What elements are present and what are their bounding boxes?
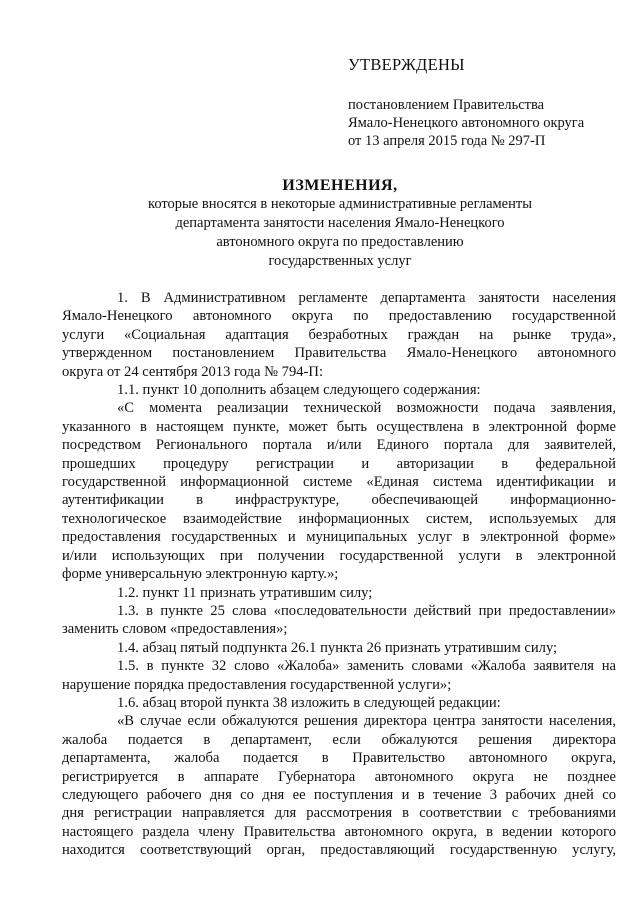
approval-title: УТВЕРЖДЕНЫ: [348, 55, 465, 74]
body-line: посредством Регионального портала и/или Единого портала для заявителей,: [62, 437, 616, 454]
heading-line: которые вносятся в некоторые административные регламенты: [148, 196, 532, 212]
body-line: дня регистрации направляется для рассмотрения в соответствии с требованиями: [62, 805, 616, 822]
body-line: настоящего раздела члену Правительства автономного округа, в ведении которого: [62, 823, 616, 840]
approval-line: постановлением Правительства: [348, 97, 545, 113]
approval-block: [348, 56, 618, 150]
body-line: 1.5. в пункте 32 слово «Жалоба» заменить словами «Жалоба заявителя на: [117, 658, 616, 675]
body-line: округа от 24 сентября 2013 года № 794-П:: [62, 363, 323, 380]
body-line: государственной информационной системе «Единая система идентификации и: [62, 474, 616, 491]
body-line: технологическое взаимодействие информационных систем, используемых для: [62, 510, 616, 527]
body-line: 1. В Административном регламенте департамента занятости населения: [117, 290, 616, 306]
body-line: жалоба подается в департамент, если обжалуются решения директора: [62, 731, 616, 748]
body-line: предоставления государственных и муниципальных услуг в электронной форме»: [62, 529, 616, 546]
body-line: Ямало-Ненецкого автономного округа по предоставлению государственной: [62, 308, 616, 325]
body-line: 1.4. абзац пятый подпункта 26.1 пункта 26 признать утратившим силу;: [117, 639, 558, 656]
heading-line: государственных услуг: [268, 253, 412, 269]
heading-line: автономного округа по предоставлению: [216, 234, 464, 250]
body-line: и/или использующих при получении государственной услуги в электронной: [62, 547, 616, 564]
body-line: 1.2. пункт 11 признать утратившим силу;: [117, 584, 373, 601]
approval-line: от 13 апреля 2015 года № 297-П: [348, 133, 546, 149]
heading-line: департамента занятости населения Ямало-Ненецкого: [175, 215, 505, 231]
heading-title: ИЗМЕНЕНИЯ,: [282, 177, 398, 194]
body-line: утвержденном постановлением Правительства Ямало-Ненецкого автономного: [62, 345, 616, 362]
body-line: форме универсальную электронную карту.»;: [62, 566, 339, 583]
approval-line: Ямало-Ненецкого автономного округа: [348, 115, 585, 131]
body-line: указанного в настоящем пункте, может быть осуществлена в электронной форме: [62, 418, 616, 435]
body-line: «В случае если обжалуются решения директора центра занятости населения,: [117, 713, 616, 730]
body-line: аутентификации в инфраструктуре, обеспечивающей информационно-: [62, 492, 616, 509]
body-line: следующего рабочего дня со дня ее поступления и в течение 3 рабочих дней со: [62, 786, 616, 803]
document-body: [62, 289, 616, 860]
body-line: заменить словом «предоставления»;: [62, 621, 288, 638]
body-line: прошедших процедуру регистрации и авторизации в федеральной: [62, 455, 616, 472]
body-line: департамента, жалоба подается в Правительство автономного округа,: [62, 750, 616, 767]
body-line: 1.3. в пункте 25 слова «последовательности действий при предоставлении»: [117, 602, 616, 619]
body-line: 1.6. абзац второй пункта 38 изложить в следующей редакции:: [117, 694, 501, 711]
body-line: «С момента реализации технической возможности подача заявления,: [117, 400, 616, 417]
body-line: находится соответствующий орган, предоставляющий государственную услугу,: [62, 842, 616, 859]
body-line: нарушение порядка предоставления государственной услуги»;: [62, 676, 452, 693]
body-line: 1.1. пункт 10 дополнить абзацем следующего содержания:: [117, 382, 481, 399]
document-heading: [60, 176, 620, 271]
body-line: услуги «Социальная адаптация безработных граждан на рынке труда»,: [62, 326, 616, 343]
body-line: регистрируется в аппарате Губернатора автономного округа не позднее: [62, 768, 616, 785]
